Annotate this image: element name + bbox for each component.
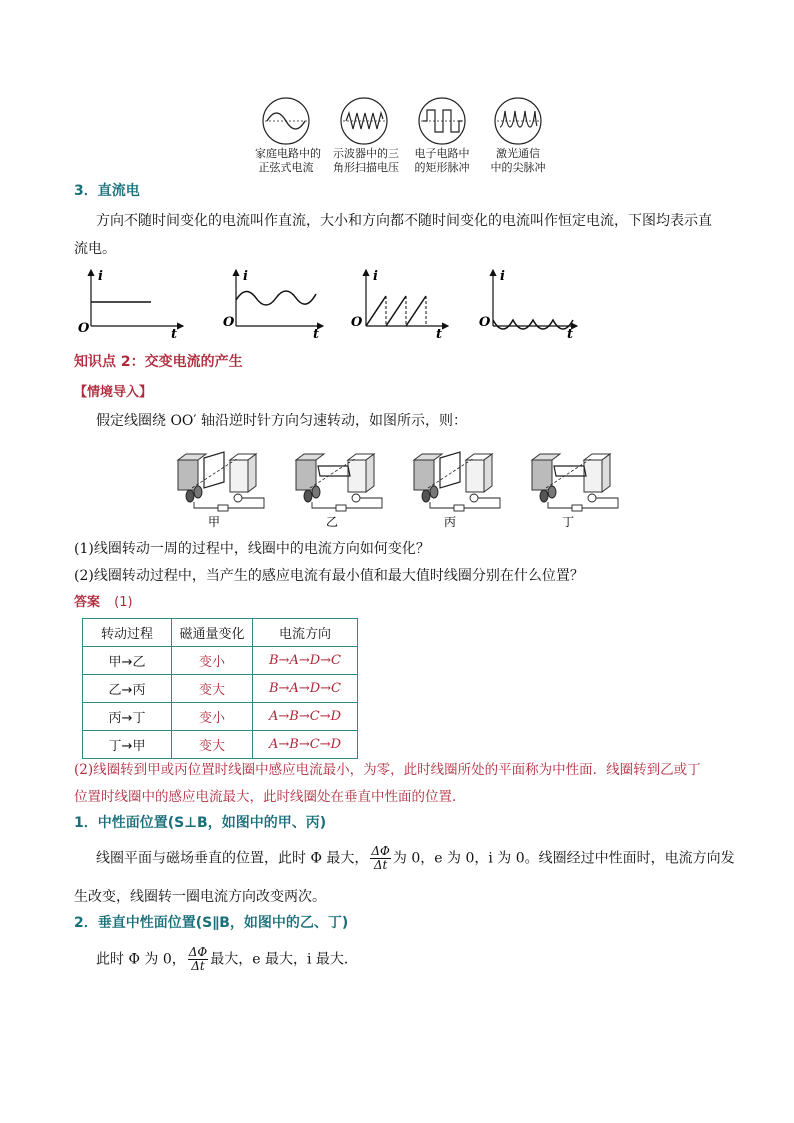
meter-icon [588,494,596,502]
resistor [218,505,228,511]
meter-icon [352,494,360,502]
coil [440,452,460,488]
figure-label: 乙 [325,515,339,529]
fraction-numerator: ΔΦ [371,844,390,858]
point2-heading: 2．垂直中性面位置(S∥B，如图中的乙、丁) [74,915,349,931]
table-header: 转动过程 [83,619,172,647]
answer-part2-line2: 位置时线圈中的感应电流最大，此时线圈处在垂直中性面的位置． [74,789,466,805]
circuit-wire [430,498,500,508]
table-header: 磁通量变化 [172,619,253,647]
fraction-denominator: Δt [191,959,205,973]
point1-text [96,845,735,872]
slip-ring [304,490,312,502]
slip-ring [430,486,438,498]
table-cell: 变大 [172,675,253,703]
caption-line: 家庭电路中的 [255,147,321,160]
answer-table-wrap [82,618,358,759]
magnet-n [532,460,552,490]
table-cell: 丁→甲 [83,731,172,759]
generator-figure [296,454,382,529]
circuit-wire [312,498,382,508]
generator-figure [532,454,618,529]
figure-label: 丁 [561,515,575,529]
magnet-n [414,460,434,490]
magnet-s-side [602,454,610,492]
table-cell: 甲→乙 [83,647,172,675]
figure-label: 甲 [207,515,221,529]
coil [204,452,224,488]
circuit-wire [194,498,264,508]
caption-line: 中的尖脉冲 [490,161,546,174]
magnet-top [532,454,560,460]
point2-text-b: 最大，e 最大，i 最大． [210,951,358,968]
origin-label: O [479,315,491,330]
coil [318,466,350,476]
generator-figure [178,452,264,529]
origin-label: O [223,315,235,330]
x-axis-label: t [567,327,574,342]
x-axis-label: t [313,327,320,342]
table-row [83,675,358,703]
question-2: (2)线圈转动过程中，当产生的感应电流有最小值和最大值时线圈分别在什么位置？ [74,568,584,584]
magnet-s [584,460,602,492]
point2-text [96,946,358,973]
resistor [336,505,346,511]
triangle-wave-icon [339,96,389,146]
magnet-s-side [366,454,374,492]
delta-phi-fraction [370,845,391,872]
table-cell: 变小 [172,703,253,731]
answer-table [82,618,358,759]
slip-ring [548,486,556,498]
knowledge2-intro: 假定线圈绕 OO′ 轴沿逆时针方向匀速转动，如图所示，则： [96,413,468,429]
slip-ring [422,490,430,502]
magnet-n [178,460,198,490]
figure-label: 丙 [443,515,457,529]
point2-text-a: 此时 Φ 为 0， [96,951,186,968]
knowledge2-heading: 知识点 2：交变电流的产生 [74,354,243,370]
magnet-top [178,454,206,460]
magnet-s [466,460,484,492]
origin-label: O [351,315,363,330]
magnet-s [230,460,248,492]
fraction-denominator: Δt [373,858,388,872]
caption-line: 的矩形脉冲 [414,161,470,174]
point1-heading: 1．中性面位置(S⊥B，如图中的甲、丙) [74,815,327,831]
magnet-top [414,454,442,460]
y-axis-label: i [243,269,248,284]
waveform-sine [255,96,321,175]
table-cell: 丙→丁 [83,703,172,731]
point1-text-a: 线圈平面与磁场垂直的位置，此时 Φ 最大， [96,850,369,867]
table-cell: 变大 [172,731,253,759]
meter-icon [470,494,478,502]
dc-graph-arcs [479,269,577,342]
meter-icon [234,494,242,502]
table-cell: 乙→丙 [83,675,172,703]
delta-phi-fraction [188,946,209,973]
dc-graphs [73,262,583,342]
section3-text-line1: 方向不随时间变化的电流叫作直流，大小和方向都不随时间变化的电流叫作恒定电流，下图均表示直 [96,213,712,229]
coil [554,466,586,476]
resistor [572,505,582,511]
dc-graph-constant [78,269,183,342]
caption-line: 角形扫描电压 [333,161,399,174]
table-row [83,731,358,759]
magnet-s [348,460,366,492]
fraction-numerator: ΔΦ [188,945,208,959]
caption-line: 正弦式电流 [258,161,314,174]
section3-heading: 3．直流电 [74,183,140,199]
answer-part1: (1) [114,595,133,610]
question-1: (1)线圈转动一周的过程中，线圈中的电流方向如何变化？ [74,541,430,557]
table-row [83,647,358,675]
x-axis-label: t [171,327,178,342]
square-pulse-icon [417,96,467,146]
answer-label: 答案 [74,595,101,610]
dc-graph-wavy [223,269,323,342]
magnet-top [296,454,324,460]
answer-part2-line1: (2)线圈转到甲或丙位置时线圈中感应电流最小，为零，此时线圈所处的平面称为中性面．线圈转到乙或丁 [74,762,701,778]
slip-ring [194,486,202,498]
magnet-s-side [248,454,256,492]
point1-text-line2: 生改变，线圈转一圈电流方向改变两次。 [74,889,326,905]
sine-wave-icon [261,96,311,146]
waveform-spike [487,96,549,175]
dc-graph-sawtooth [351,269,448,342]
table-header: 电流方向 [253,619,358,647]
caption-line: 电子电路中 [414,147,470,160]
answer-label-row [74,591,133,610]
waveform-triangle [333,96,399,175]
point1-text-b: 为 0，e 为 0，i 为 0。线圈经过中性面时，电流方向发 [392,850,735,867]
dc-graphs-svg [73,262,583,342]
table-row [83,703,358,731]
scenario-label: 【情境导入】 [74,385,153,400]
generator-figures [168,442,638,532]
slip-ring [540,490,548,502]
generator-figures-svg [168,442,638,532]
slip-ring [312,486,320,498]
table-cell: B→A→D→C [253,647,358,675]
magnet-s-side [484,454,492,492]
circuit-wire [548,498,618,508]
waveform-square [411,96,473,175]
table-cell: A→B→C→D [253,731,358,759]
y-axis-label: i [373,269,378,284]
table-cell: 变小 [172,647,253,675]
spike-pulse-icon [493,96,543,146]
table-cell: B→A→D→C [253,675,358,703]
x-axis-label: t [436,327,443,342]
origin-label: O [78,321,90,336]
caption-line: 示波器中的三 [333,147,399,160]
y-axis-label: i [500,269,505,284]
resistor [454,505,464,511]
y-axis-label: i [98,269,103,284]
section3-text-line2: 流电。 [74,241,116,257]
magnet-n [296,460,316,490]
caption-line: 激光通信 [496,147,540,160]
slip-ring [186,490,194,502]
table-cell: A→B→C→D [253,703,358,731]
waveform-examples [255,96,545,176]
generator-figure [414,452,500,529]
